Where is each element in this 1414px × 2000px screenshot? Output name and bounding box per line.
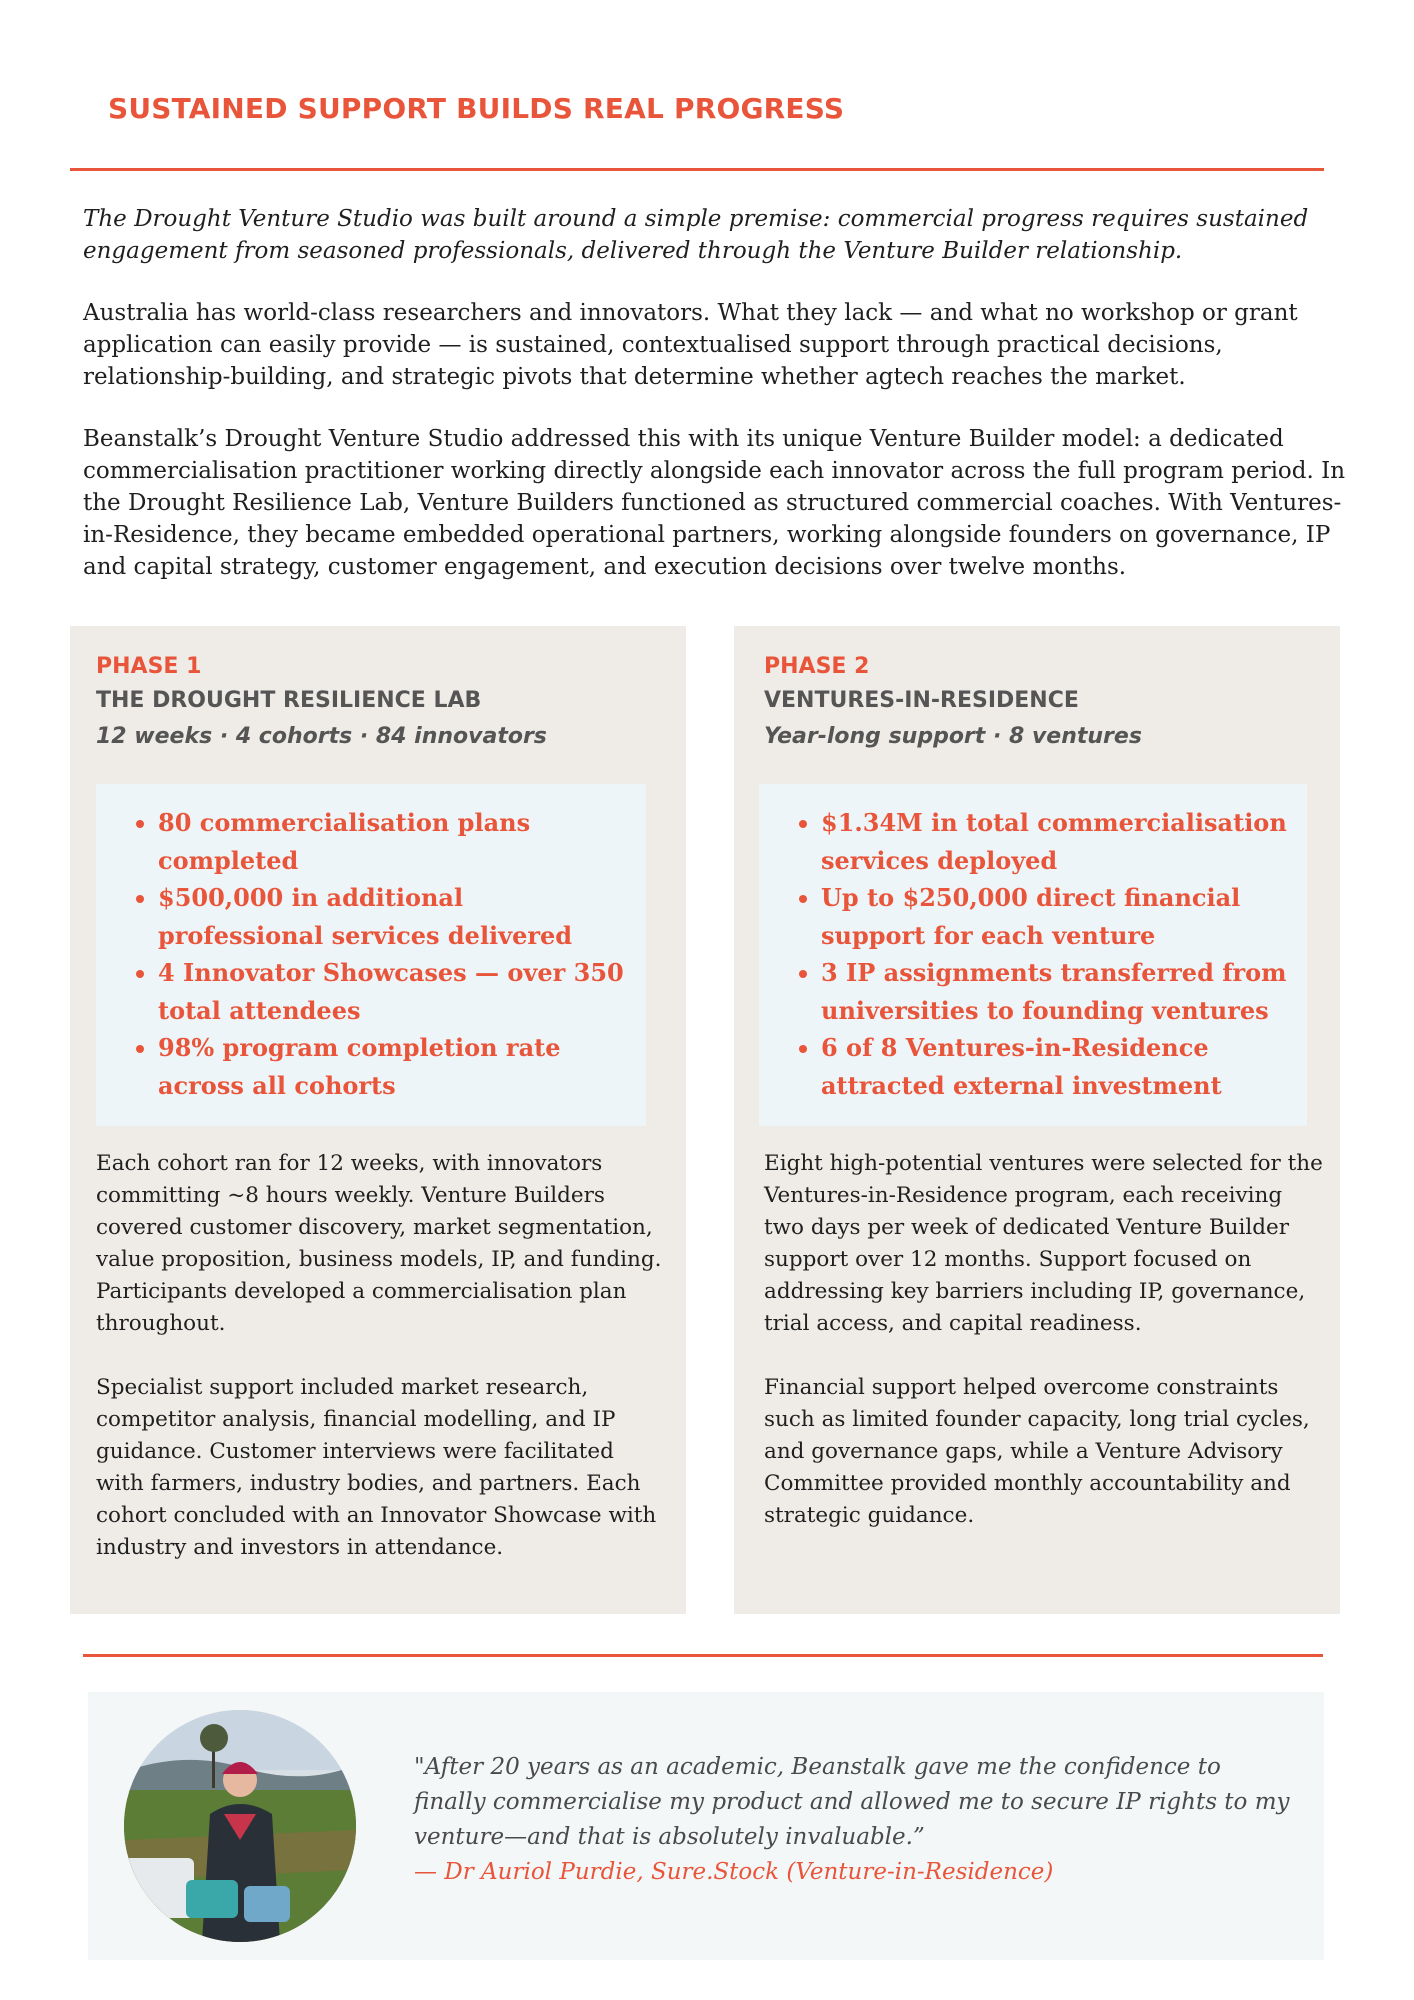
top-divider: [70, 168, 1324, 171]
metric-item: • 98% program completion rate across all cohorts: [158, 1029, 636, 1104]
quote-divider: [83, 1654, 1323, 1657]
phase-1-metrics: [96, 784, 646, 1126]
phase-1-body-paragraph-1: Each cohort ran for 12 weeks, with innovators committing ~8 hours weekly. Venture Builders covered customer discovery, market segmentation, value proposition, business models, IP, and funding. Participants developed a commercialisation plan throughout.: [96, 1151, 662, 1336]
testimonial-photo: [124, 1710, 356, 1942]
metric-item: • 80 commercialisation plans completed: [158, 804, 636, 879]
phase-2-name: VENTURES-IN-RESIDENCE: [764, 688, 1079, 713]
intro-section: [83, 203, 1351, 613]
person-photo-icon: [124, 1710, 356, 1942]
metric-item: • $500,000 in additional professional services delivered: [158, 879, 636, 954]
phase-2-meta: Year-long support · 8 ventures: [764, 724, 1142, 749]
intro-paragraph-2: Beanstalk’s Drought Venture Studio addressed this with its unique Venture Builder model: a dedicated commercialisation practitioner working directly alongside each innovator across the full program period. In the Drought Resilience Lab, Venture Builders functioned as structured commercial coaches. With Ventures-in-Residence, they became embedded operational partners, working alongside founders on governance, IP and capital strategy, customer engagement, and execution decisions over twelve months.: [83, 426, 1346, 580]
metric-item: • Up to $250,000 direct financial support for each venture: [821, 879, 1297, 954]
quote-text: "After 20 years as an academic, Beanstalk gave me the confidence to finally commercialise my product and allowed me to secure IP rights to my venture—and that is absolutely invaluable.”: [414, 1754, 1290, 1850]
metric-item: • 3 IP assignments transferred from universities to founding ventures: [821, 954, 1297, 1029]
metric-item: • 4 Innovator Showcases — over 350 total attendees: [158, 954, 636, 1029]
intro-paragraph-1: Australia has world-class researchers and innovators. What they lack — and what no workshop or grant application can easily provide — is sustained, contextualised support through practical decisions, relationship-building, and strategic pivots that determine whether agtech reaches the market.: [83, 300, 1298, 390]
phase-2-body-paragraph-1: Eight high-potential ventures were selected for the Ventures-in-Residence program, each receiving two days per week of dedicated Venture Builder support over 12 months. Support focused on addressing key barriers including IP, governance, trial access, and capital readiness.: [764, 1151, 1323, 1336]
page-title: SUSTAINED SUPPORT BUILDS REAL PROGRESS: [108, 92, 845, 125]
phase-2-body: [764, 1148, 1324, 1564]
phase-1-name: THE DROUGHT RESILIENCE LAB: [96, 688, 482, 713]
phase-2-label: PHASE 2: [764, 654, 870, 679]
intro-lead: The Drought Venture Studio was built around a simple premise: commercial progress requires sustained engagement from seasoned professionals, delivered through the Venture Builder relationship.: [83, 206, 1309, 264]
phase-1-body-paragraph-2: Specialist support included market research, competitor analysis, financial modelling, and IP guidance. Customer interviews were facilitated with farmers, industry bodies, and partners. Each cohort concluded with an Innovator Showcase with industry and investors in attendance.: [96, 1375, 657, 1560]
testimonial: [88, 1692, 1324, 1960]
metric-item: • $1.34M in total commercialisation services deployed: [821, 804, 1297, 879]
phase-1-panel: [70, 626, 686, 1614]
quote-attribution: — Dr Auriol Purdie, Sure.Stock (Venture-in-Residence): [414, 1859, 1054, 1885]
phase-2-metrics: [759, 784, 1307, 1126]
testimonial-quote: [414, 1750, 1294, 1890]
metric-item: • 6 of 8 Ventures-in-Residence attracted external investment: [821, 1029, 1297, 1104]
phase-1-label: PHASE 1: [96, 654, 202, 679]
phase-1-meta: 12 weeks · 4 cohorts · 84 innovators: [96, 724, 547, 749]
phase-1-body: [96, 1148, 666, 1596]
phase-2-panel: [734, 626, 1340, 1614]
phase-2-body-paragraph-2: Financial support helped overcome constraints such as limited founder capacity, long trial cycles, and governance gaps, while a Venture Advisory Committee provided monthly accountability and strategic guidance.: [764, 1375, 1310, 1528]
